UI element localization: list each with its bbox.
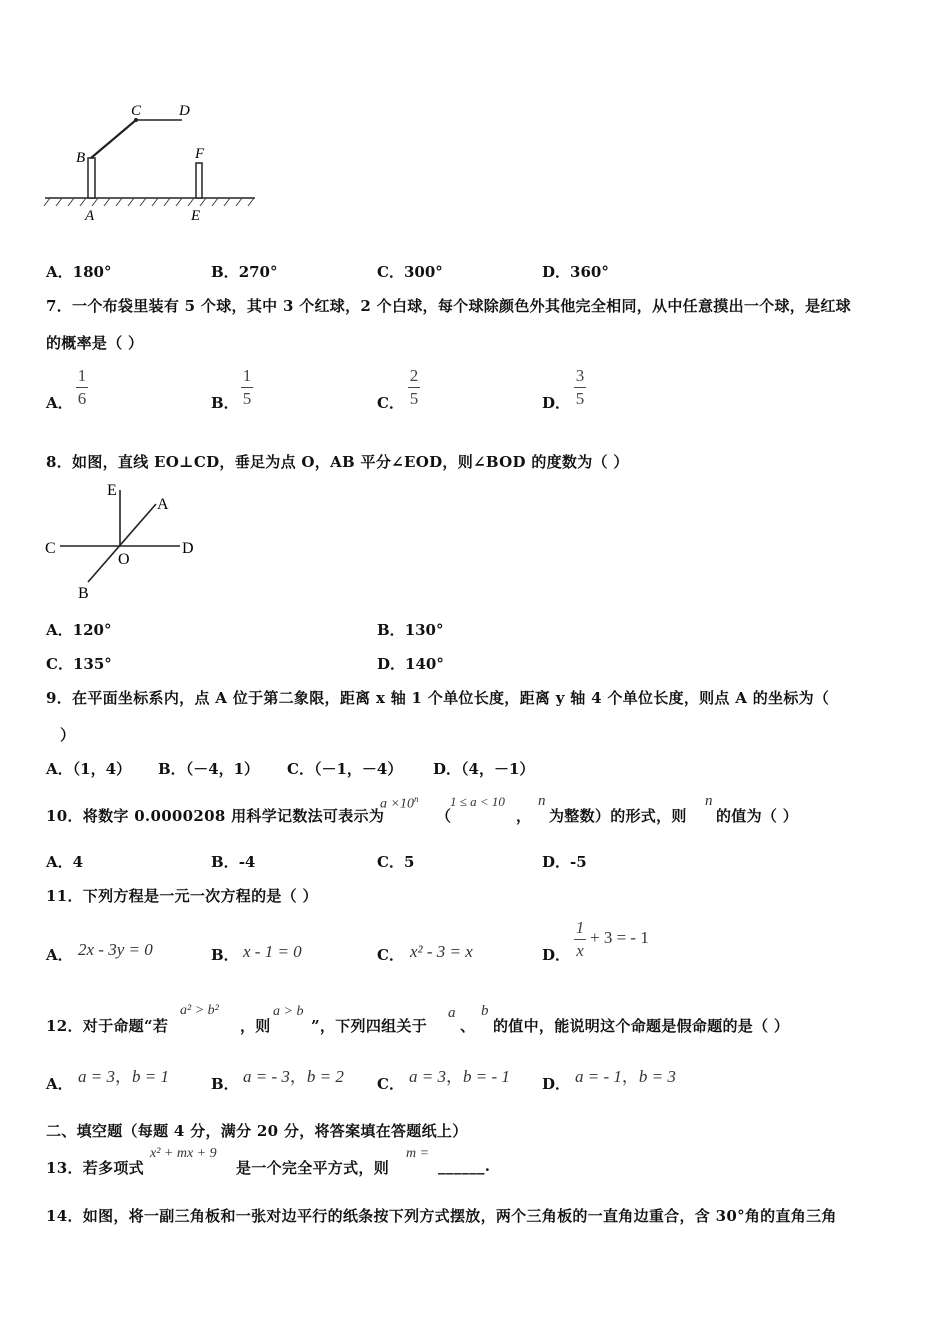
q9-option-c[interactable]: C．（－1，－4） — [287, 760, 403, 778]
fig8-label-o: O — [118, 551, 130, 568]
q12-option-c-expr: a = 3，b = - 1 — [409, 1067, 510, 1086]
q12-option-a-expr: a = 3，b = 1 — [78, 1067, 169, 1086]
q7-option-c-fraction: 2 5 — [409, 366, 419, 408]
q11-option-b-expr: x - 1 = 0 — [243, 942, 302, 961]
q6-option-a[interactable]: A．180° — [46, 263, 112, 281]
q13-answer-blank[interactable]: ______. — [438, 1157, 491, 1175]
q7-stem-line1: 7．一个布袋里装有 5 个球，其中 3 个红球，2 个白球，每个球除颜色外其他完全相同，从中任意摸出一个球，是红球 — [46, 297, 851, 315]
q10-option-b[interactable]: B．-4 — [211, 853, 256, 871]
fig6-label-b: B — [76, 150, 86, 166]
q10-stem-prefix: 10．将数字 0.0000208 用科学记数法可表示为 — [46, 807, 385, 825]
q7-option-c-letter[interactable]: C． — [377, 394, 404, 412]
fig8-label-d: D — [182, 540, 194, 557]
fig8-label-b: B — [78, 585, 89, 602]
q10-var-n: n — [538, 793, 546, 809]
q12-stem-prefix: 12．对于命题“若 — [46, 1017, 169, 1035]
q13-expr2: m = — [406, 1146, 430, 1161]
q11-option-a-expr: 2x - 3y = 0 — [78, 940, 153, 959]
q12-stem-mid1: ，则 — [240, 1017, 271, 1035]
q12-cond1: a² > b² — [180, 1003, 219, 1018]
q11-option-d-letter[interactable]: D． — [542, 946, 571, 964]
fig6-label-d: D — [179, 103, 190, 119]
fig8-label-c: C — [45, 540, 56, 557]
q8-option-c[interactable]: C．135° — [46, 655, 112, 673]
q9-option-d[interactable]: D．（4，－1） — [433, 760, 535, 778]
q11-option-d-fraction: 1 x — [575, 918, 585, 960]
fig8-label-a: A — [157, 496, 169, 513]
q10-stem-mid: 为整数）的形式，则 — [549, 807, 687, 825]
q11-option-c-letter[interactable]: C． — [377, 946, 404, 964]
q12-option-b-expr: a = - 3，b = 2 — [243, 1067, 344, 1086]
fig6-label-a: A — [85, 208, 95, 224]
q9-stem-line2: ） — [60, 726, 76, 744]
q7-option-a-fraction: 1 6 — [77, 366, 87, 408]
q11-option-d-rest: + 3 = - 1 — [590, 928, 649, 947]
fig6-label-f: F — [195, 146, 205, 162]
q10-var-n2: n — [705, 793, 713, 809]
q9-stem-line1: 9．在平面坐标系内，点 A 位于第二象限，距离 x 轴 1 个单位长度，距离 y 轴 4 个单位长度，则点 A 的坐标为（ — [46, 689, 830, 707]
q13-stem-prefix: 13．若多项式 — [46, 1159, 144, 1177]
q7-option-b-fraction: 1 5 — [242, 366, 252, 408]
fig8-label-e: E — [107, 482, 117, 499]
q8-option-d[interactable]: D．140° — [377, 655, 444, 673]
fig6-label-e: E — [191, 208, 201, 224]
fig6-label-c: C — [131, 103, 142, 119]
q14-stem: 14．如图，将一副三角板和一张对边平行的纸条按下列方式摆放，两个三角板的一直角边重合，含 30°角的直角三角 — [46, 1207, 837, 1225]
q10-expr-range: 1 ≤ a < 10 — [450, 794, 505, 809]
q12-stem-suffix: 的值中，能说明这个命题是假命题的是（ ） — [493, 1017, 790, 1035]
q12-option-d-expr: a = - 1，b = 3 — [575, 1067, 676, 1086]
q11-option-b-letter[interactable]: B． — [211, 946, 239, 964]
q13-expr: x² + mx + 9 — [150, 1146, 217, 1161]
q7-option-d-fraction: 3 5 — [575, 366, 585, 408]
q11-option-c-expr: x² - 3 = x — [410, 942, 473, 961]
q12-sep: 、 — [460, 1017, 476, 1035]
q10-expr-scientific: $a \times 10^n$ — [380, 794, 419, 812]
q8-figure — [40, 478, 200, 604]
q7-option-a-letter[interactable]: A． — [46, 394, 73, 412]
q11-stem: 11．下列方程是一元一次方程的是（ ） — [46, 887, 318, 905]
q7-option-b-letter[interactable]: B． — [211, 394, 239, 412]
q6-option-d[interactable]: D．360° — [542, 263, 609, 281]
q10-option-d[interactable]: D．-5 — [542, 853, 587, 871]
q8-option-a[interactable]: A．120° — [46, 621, 112, 639]
q8-stem: 8．如图，直线 EO⊥CD，垂足为点 O，AB 平分∠EOD，则∠BOD 的度数为（ ） — [46, 453, 629, 471]
q12-stem-mid2: ”，下列四组关于 — [311, 1017, 428, 1035]
q10-paren-open: （ — [436, 807, 452, 825]
q10-stem-suffix: 的值为（ ） — [716, 807, 799, 825]
q11-option-a-letter[interactable]: A． — [46, 946, 73, 964]
section-2-heading: 二、填空题（每题 4 分，满分 20 分，将答案填在答题纸上） — [46, 1122, 468, 1140]
q12-var-b: b — [481, 1003, 489, 1019]
q12-option-c-letter[interactable]: C． — [377, 1075, 404, 1093]
q10-option-c[interactable]: C．5 — [377, 853, 415, 871]
q6-figure — [40, 98, 265, 226]
q8-option-b[interactable]: B．130° — [377, 621, 444, 639]
q10-comma: ， — [516, 807, 532, 825]
q6-option-c[interactable]: C．300° — [377, 263, 443, 281]
q12-cond2: a > b — [273, 1004, 304, 1019]
q9-option-b[interactable]: B．（－4，1） — [158, 760, 260, 778]
q7-stem-line2: 的概率是（ ） — [46, 334, 144, 352]
q12-option-d-letter[interactable]: D． — [542, 1075, 571, 1093]
q9-option-a[interactable]: A．（1，4） — [46, 760, 132, 778]
q12-var-a: a — [448, 1005, 456, 1021]
q10-option-a[interactable]: A．4 — [46, 853, 84, 871]
q6-option-b[interactable]: B．270° — [211, 263, 278, 281]
q12-option-a-letter[interactable]: A． — [46, 1075, 73, 1093]
q12-option-b-letter[interactable]: B． — [211, 1075, 239, 1093]
q13-stem-mid: 是一个完全平方式，则 — [236, 1159, 390, 1177]
q7-option-d-letter[interactable]: D． — [542, 394, 571, 412]
